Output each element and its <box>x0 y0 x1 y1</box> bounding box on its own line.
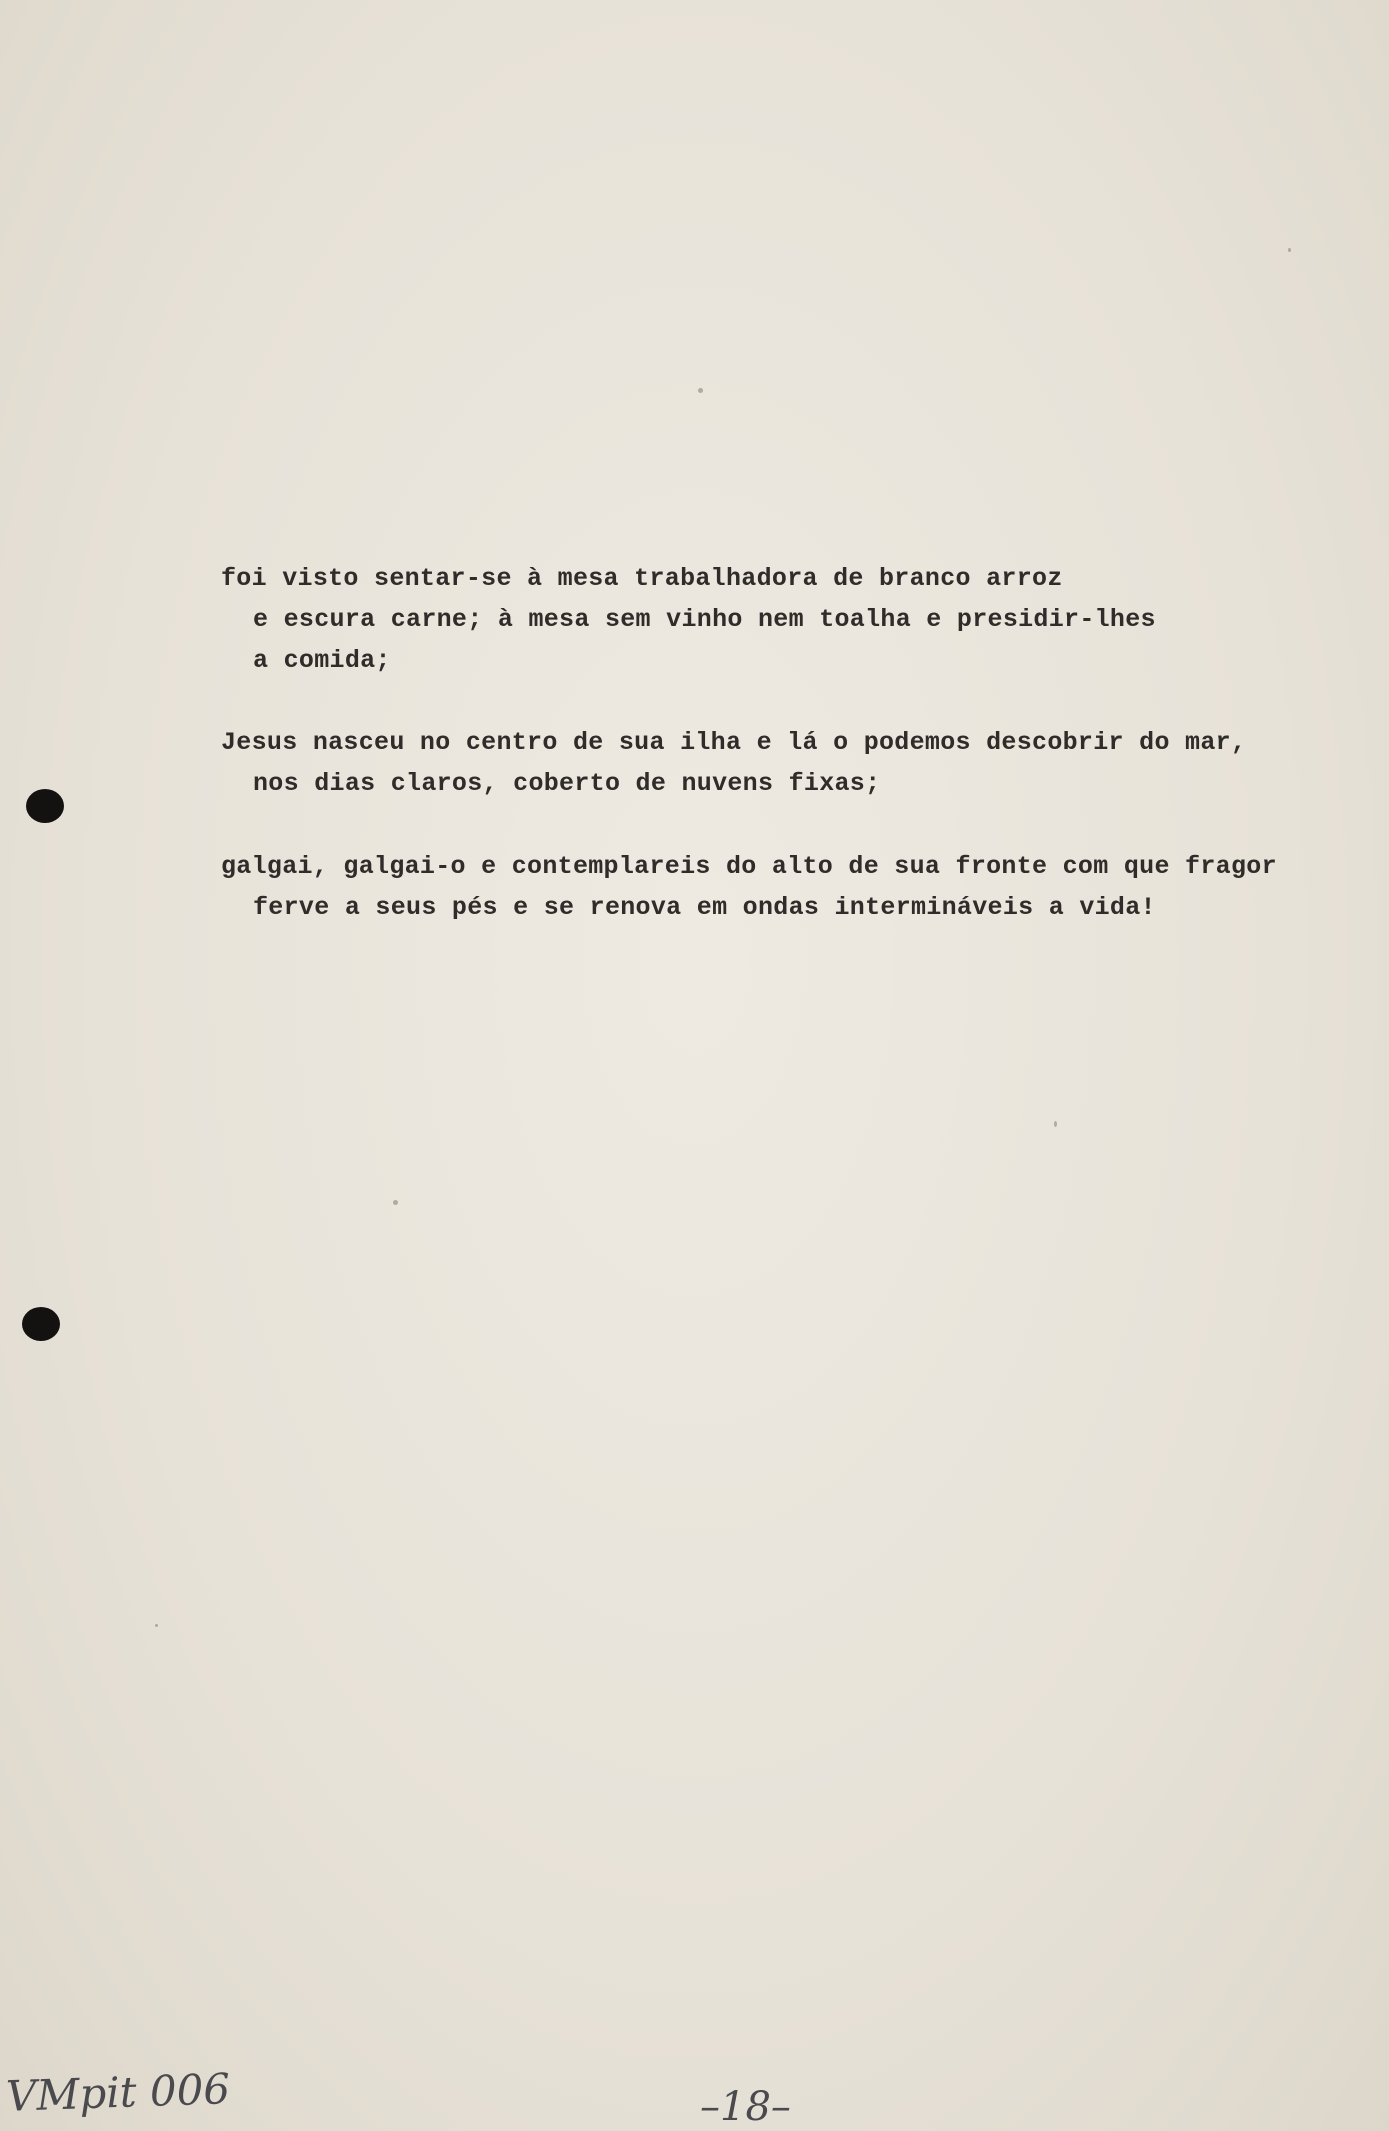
text-line: nos dias claros, coberto de nuvens fixas; <box>253 769 881 798</box>
stanza <box>221 722 1246 804</box>
stanza <box>221 846 1277 928</box>
stanza <box>221 558 1156 681</box>
paper-speck <box>393 1200 398 1205</box>
paper-speck <box>155 1624 158 1627</box>
text-line: ferve a seus pés e se renova em ondas intermináveis a vida! <box>253 893 1156 922</box>
archive-code: VMpit 006 <box>5 2064 231 2121</box>
text-line: galgai, galgai-o e contemplareis do alto de sua fronte com que fragor <box>221 852 1277 881</box>
punch-hole <box>26 789 64 823</box>
text-line: e escura carne; à mesa sem vinho nem toalha e presidir-lhes <box>253 605 1156 634</box>
paper-speck <box>1288 248 1291 252</box>
text-line: a comida; <box>253 646 391 675</box>
text-line: Jesus nasceu no centro de sua ilha e lá o podemos descobrir do mar, <box>221 728 1247 757</box>
page-number: –18– <box>700 2084 791 2130</box>
paper-speck <box>698 388 703 393</box>
paper-speck <box>1054 1121 1057 1127</box>
punch-hole <box>22 1307 60 1341</box>
text-line: foi visto sentar-se à mesa trabalhadora de branco arroz <box>221 564 1063 593</box>
